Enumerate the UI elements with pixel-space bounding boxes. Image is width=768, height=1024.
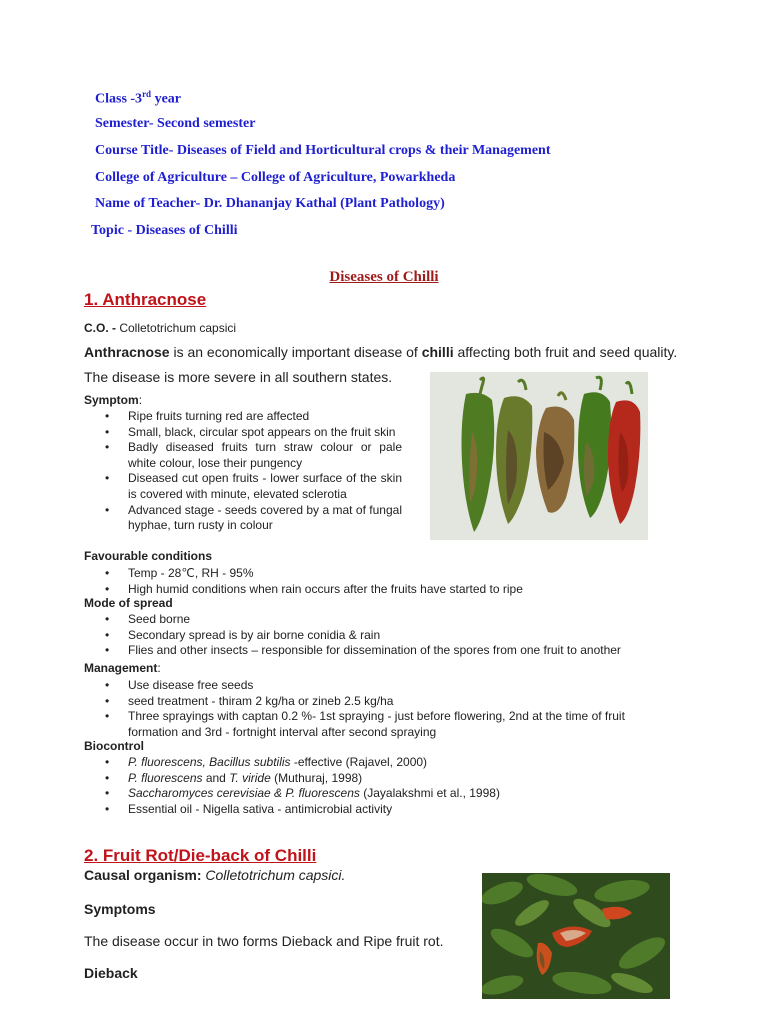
list-item: • Badly diseased fruits turn straw colour or pale white colour, lose their pungency: [84, 440, 402, 471]
teacher-line: Name of Teacher- Dr. Dhananjay Kathal (Plant Pathology): [95, 196, 445, 211]
forms-paragraph: The disease occur in two forms Dieback and Ripe fruit rot.: [84, 933, 444, 949]
dieback-plant-photo: [482, 873, 670, 999]
section-1-heading: 1. Anthracnose: [84, 290, 207, 309]
list-item: • Advanced stage - seeds covered by a mat of fungal hyphae, turn rusty in colour: [84, 503, 402, 534]
intro-paragraph: Anthracnose is an economically important disease of chilli affecting both fruit and seed quality.: [84, 344, 678, 360]
management-label: Management:: [84, 661, 161, 675]
list-item: • Diseased cut open fruits - lower surface of the skin is covered with minute, elevated sclerotia: [84, 471, 402, 502]
symptom-label: Symptom:: [84, 393, 143, 407]
course-line: Course Title- Diseases of Field and Horticultural crops & their Management: [95, 143, 551, 158]
favourable-list: [84, 566, 704, 597]
causal-organism-2-line: Causal organism: Colletotrichum capsici.: [84, 867, 346, 883]
document-title: Diseases of Chilli: [329, 269, 439, 285]
college-line: College of Agriculture – College of Agriculture, Powarkheda: [95, 170, 456, 185]
list-item: • High humid conditions when rain occurs after the fruits have started to ripe: [84, 582, 704, 598]
dieback-label: Dieback: [84, 965, 138, 981]
list-item: • Saccharomyces cerevisiae & P. fluorescens (Jayalakshmi et al., 1998): [84, 786, 644, 802]
list-item: • Temp - 28℃, RH - 95%: [84, 566, 704, 582]
management-list: [84, 678, 664, 740]
topic-line: Topic - Diseases of Chilli: [91, 223, 238, 238]
symptom-list: [84, 409, 402, 534]
list-item: • Ripe fruits turning red are affected: [84, 409, 402, 425]
biocontrol-list: [84, 755, 644, 817]
list-item: • Flies and other insects – responsible for dissemination of the spores from one fruit to another: [84, 643, 724, 659]
list-item: • Seed borne: [84, 612, 724, 628]
list-item: • Use disease free seeds: [84, 678, 664, 694]
list-item: • P. fluorescens, Bacillus subtilis -effective (Rajavel, 2000): [84, 755, 644, 771]
list-item: • Small, black, circular spot appears on the fruit skin: [84, 425, 402, 441]
list-item: • Secondary spread is by air borne conidia & rain: [84, 628, 724, 644]
list-item: • seed treatment - thiram 2 kg/ha or zineb 2.5 kg/ha: [84, 694, 664, 710]
list-item: • Three sprayings with captan 0.2 %- 1st spraying - just before flowering, 2nd at the time of fruit formation and 3rd - fortnight interval after second spraying: [84, 709, 664, 740]
spread-list: [84, 612, 724, 659]
causal-organism-line: C.O. - Colletotrichum capsici: [84, 321, 237, 335]
semester-line: Semester- Second semester: [95, 116, 256, 131]
anthracnose-fruits-photo: [430, 372, 648, 540]
symptoms-label-2: Symptoms: [84, 901, 156, 917]
favourable-conditions-label: Favourable conditions: [84, 549, 213, 563]
mode-of-spread-label: Mode of spread: [84, 596, 173, 610]
intro-paragraph-2: The disease is more severe in all southern states.: [84, 369, 393, 385]
list-item: • Essential oil - Nigella sativa - antimicrobial activity: [84, 802, 644, 818]
biocontrol-label: Biocontrol: [84, 739, 144, 753]
section-2-heading: 2. Fruit Rot/Die-back of Chilli: [84, 846, 317, 865]
class-line: Class -3rd year: [95, 89, 181, 107]
list-item: • P. fluorescens and T. viride (Muthuraj, 1998): [84, 771, 644, 787]
